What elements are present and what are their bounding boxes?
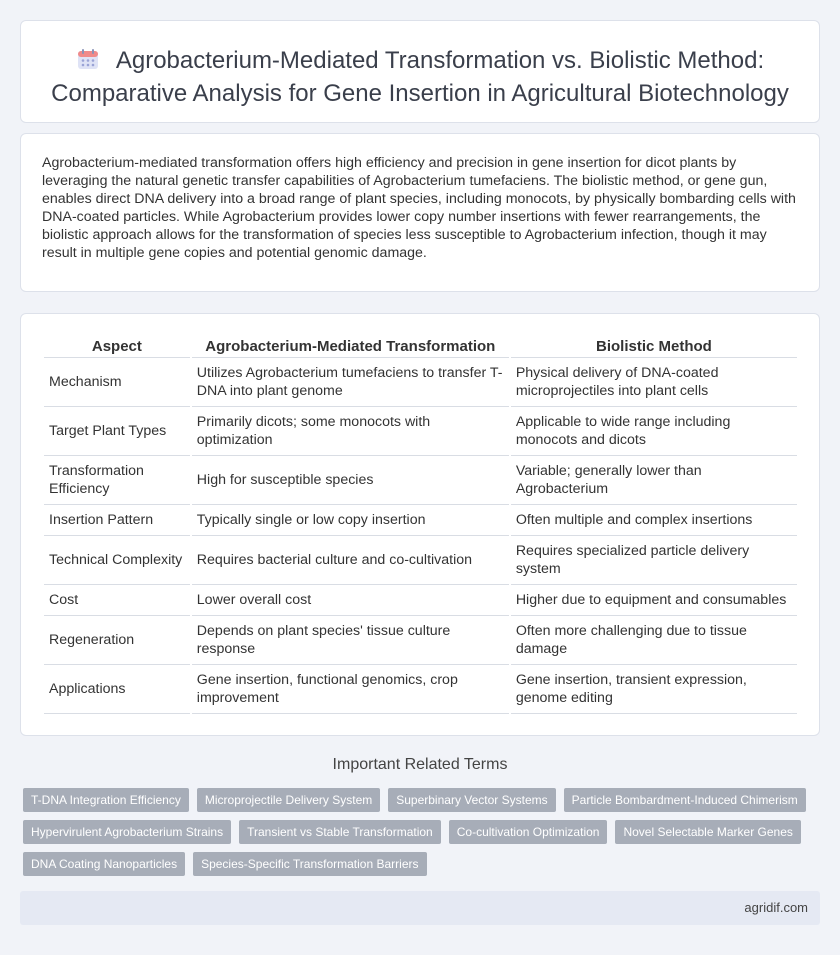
table-row [44, 665, 797, 714]
cell-biolistic: Physical delivery of DNA-coated microprojectiles into plant cells [511, 358, 797, 407]
related-term-tag[interactable]: Novel Selectable Marker Genes [615, 820, 800, 844]
cell-biolistic: Higher due to equipment and consumables [511, 585, 797, 616]
comparison-card [20, 313, 820, 736]
summary-text: Agrobacterium-mediated transformation offers high efficiency and precision in gene insertion for dicot plants by leveraging the natural genetic transfer capabilities of Agrobacterium tumefaciens. The biolistic method, or gene gun, enables direct DNA delivery into a broad range of plant species, including monocots, by physically bombarding cells with DNA-coated particles. While Agrobacterium provides lower copy number insertions with fewer rearrangements, the biolistic approach allows for the transformation of species less susceptible to Agrobacterium infection, though it may result in multiple gene copies and potential genomic damage. [42, 155, 796, 261]
cell-agrobacterium: Depends on plant species' tissue culture response [192, 616, 509, 665]
cell-biolistic: Often more challenging due to tissue damage [511, 616, 797, 665]
header-agrobacterium: Agrobacterium-Mediated Transformation [192, 334, 509, 358]
title-card [20, 20, 820, 123]
footer-bar [20, 891, 820, 925]
related-terms-list [23, 788, 813, 876]
cell-agrobacterium: Primarily dicots; some monocots with optimization [192, 407, 509, 456]
related-term-tag[interactable]: Hypervirulent Agrobacterium Strains [23, 820, 231, 844]
related-terms-heading: Important Related Terms [332, 756, 508, 773]
cell-aspect: Target Plant Types [44, 407, 190, 456]
footer-site-link[interactable]: agridif.com [744, 900, 808, 915]
cell-agrobacterium: Requires bacterial culture and co-cultivation [192, 536, 509, 585]
page-title [51, 44, 789, 110]
cell-agrobacterium: Gene insertion, functional genomics, crop improvement [192, 665, 509, 714]
cell-aspect: Cost [44, 585, 190, 616]
related-term-tag[interactable]: Particle Bombardment-Induced Chimerism [564, 788, 806, 812]
cell-agrobacterium: Lower overall cost [192, 585, 509, 616]
cell-aspect: Mechanism [44, 358, 190, 407]
related-term-tag[interactable]: Transient vs Stable Transformation [239, 820, 441, 844]
cell-biolistic: Variable; generally lower than Agrobacterium [511, 456, 797, 505]
table-row [44, 358, 797, 407]
cell-aspect: Insertion Pattern [44, 505, 190, 536]
related-term-tag[interactable]: Species-Specific Transformation Barriers [193, 852, 426, 876]
table-row [44, 407, 797, 456]
title-text: Agrobacterium-Mediated Transformation vs. Biolistic Method: Comparative Analysis for Gene Insertion in Agricultural Biotechnology [51, 47, 789, 107]
table-row [44, 585, 797, 616]
related-term-tag[interactable]: DNA Coating Nanoparticles [23, 852, 185, 876]
table-row [44, 456, 797, 505]
related-term-tag[interactable]: Co-cultivation Optimization [449, 820, 608, 844]
cell-aspect: Regeneration [44, 616, 190, 665]
cell-biolistic: Requires specialized particle delivery system [511, 536, 797, 585]
header-aspect: Aspect [44, 334, 190, 358]
cell-aspect: Applications [44, 665, 190, 714]
cell-biolistic: Often multiple and complex insertions [511, 505, 797, 536]
table-row [44, 505, 797, 536]
table-row [44, 536, 797, 585]
table-header-row [44, 334, 797, 358]
calendar-icon [76, 47, 100, 71]
related-term-tag[interactable]: Superbinary Vector Systems [388, 788, 555, 812]
related-term-tag[interactable]: T-DNA Integration Efficiency [23, 788, 189, 812]
cell-agrobacterium: Utilizes Agrobacterium tumefaciens to transfer T-DNA into plant genome [192, 358, 509, 407]
cell-biolistic: Applicable to wide range including monocots and dicots [511, 407, 797, 456]
cell-aspect: Transformation Efficiency [44, 456, 190, 505]
comparison-table [42, 334, 799, 714]
cell-agrobacterium: High for susceptible species [192, 456, 509, 505]
cell-biolistic: Gene insertion, transient expression, genome editing [511, 665, 797, 714]
summary-card [20, 133, 820, 292]
header-biolistic: Biolistic Method [511, 334, 797, 358]
cell-aspect: Technical Complexity [44, 536, 190, 585]
table-row [44, 616, 797, 665]
related-term-tag[interactable]: Microprojectile Delivery System [197, 788, 380, 812]
cell-agrobacterium: Typically single or low copy insertion [192, 505, 509, 536]
